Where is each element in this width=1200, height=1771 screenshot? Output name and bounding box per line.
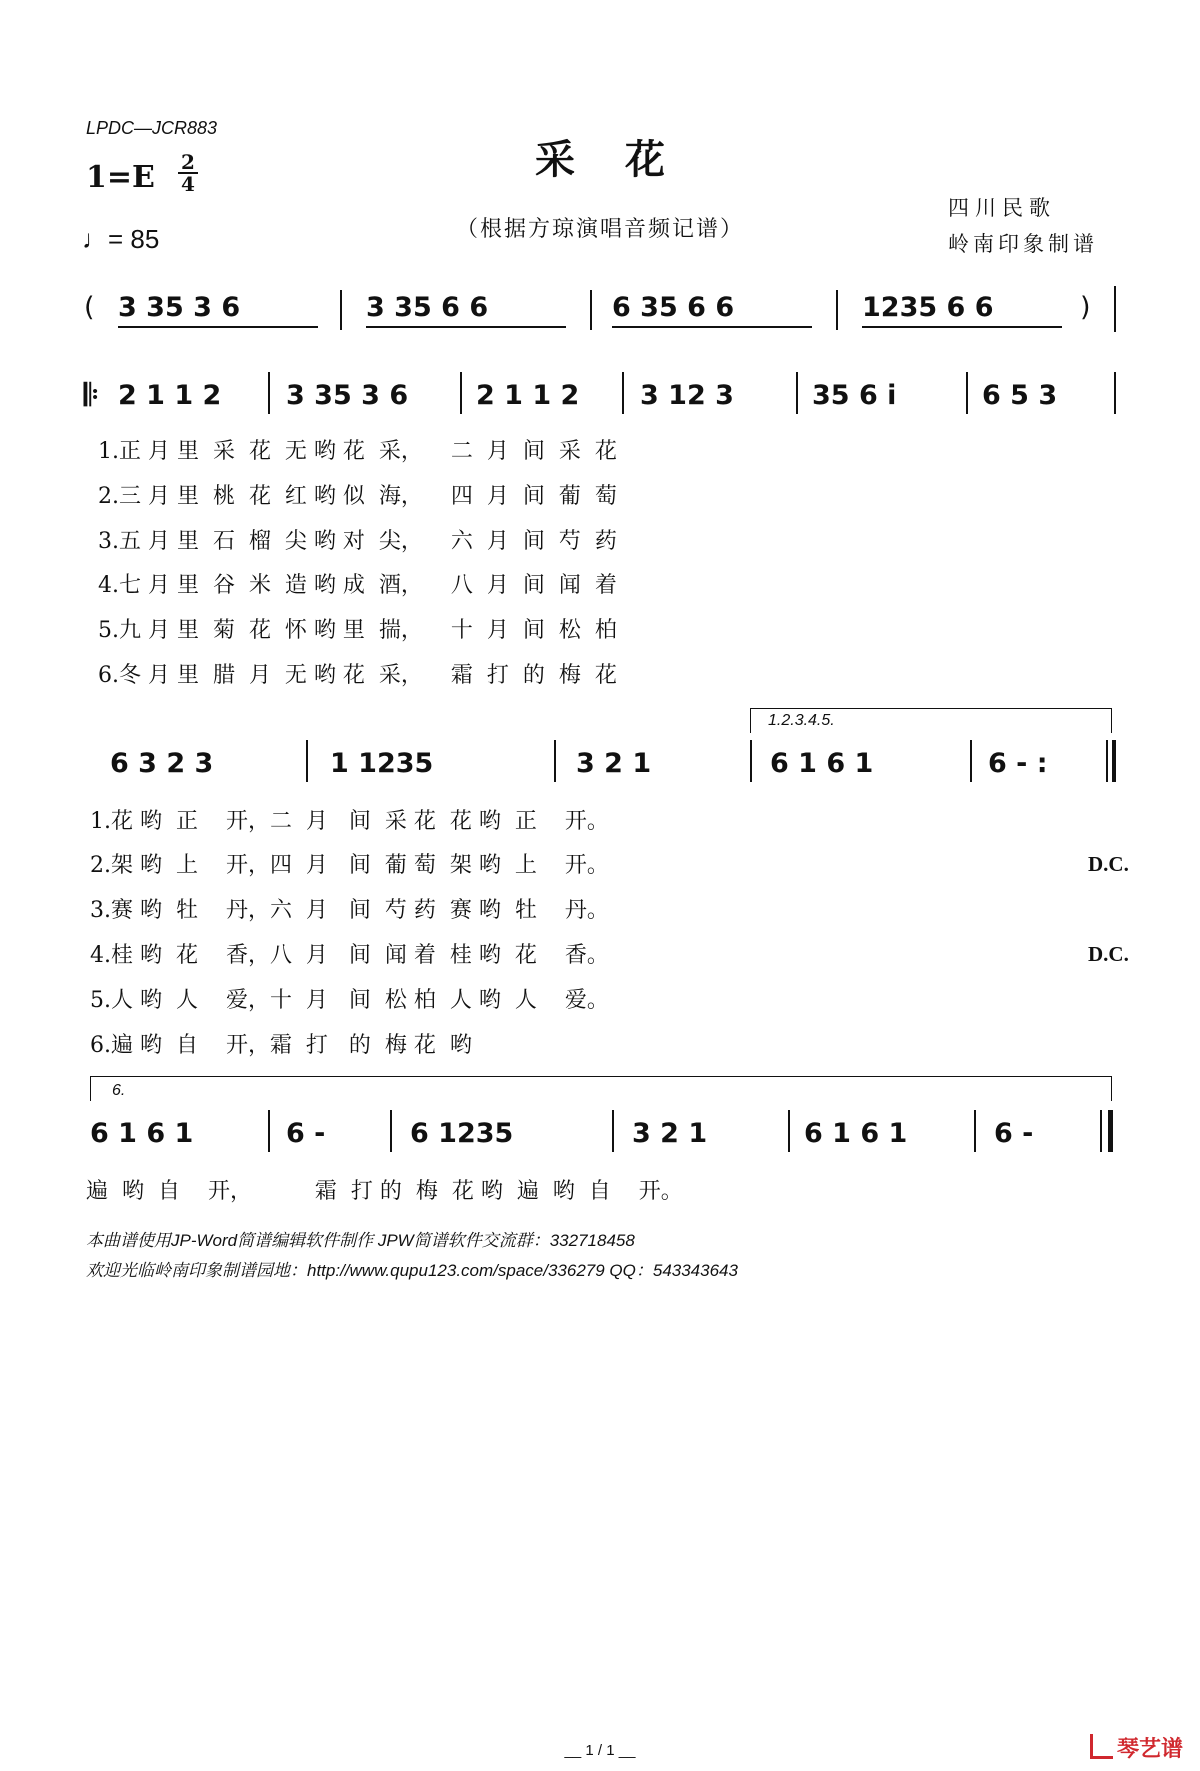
row4-bar-1: 6 1 6 1	[90, 1118, 194, 1149]
row4-bar-3: 6 1235	[410, 1118, 514, 1149]
row2-bar-5: 35 6 i	[812, 380, 897, 411]
intro-bar-2: 3 35 6 6	[366, 292, 489, 323]
row2-lyric-1: 1.正 月 里 采 花 无 哟 花 采， 二 月 间 采 花	[98, 439, 617, 464]
intro-open-paren: (	[84, 292, 95, 323]
row2-lyric-2: 2.三 月 里 桃 花 红 哟 似 海， 四 月 间 葡 萄	[98, 484, 617, 509]
site-logo	[1090, 1732, 1183, 1763]
row3-lyric-4: 4.桂 哟 花 香，八 月 间 闻 着 桂 哟 花 香。	[90, 943, 609, 968]
row2-bar-1: 2 1 1 2	[118, 380, 222, 411]
row2-bar-6: 6 5 3	[982, 380, 1058, 411]
volta-6-label: 6.	[112, 1082, 126, 1099]
volta-1-5-label: 1.2.3.4.5.	[768, 712, 835, 729]
row3-lyric-5: 5.人 哟 人 爱，十 月 间 松 柏 人 哟 人 爱。	[90, 988, 609, 1013]
song-origin: 四川民歌	[948, 196, 1056, 220]
row4-bar-5: 6 1 6 1	[804, 1118, 908, 1149]
intro-bar-1: 3 35 3 6	[118, 292, 241, 323]
row3-lyric-6: 6.遍 哟 自 开，霜 打 的 梅 花 哟	[90, 1033, 472, 1058]
row4-bar-4: 3 2 1	[632, 1118, 708, 1149]
footer-line-2: 欢迎光临岭南印象制谱园地：http://www.qupu123.com/space/336279 QQ：543343643	[86, 1261, 738, 1280]
page-number: __ 1 / 1 __	[564, 1742, 636, 1759]
song-title: 采花	[535, 136, 715, 183]
row2-lyric-4: 4.七 月 里 谷 米 造 哟 成 酒， 八 月 间 闻 着	[98, 573, 617, 598]
logo-icon	[1090, 1734, 1113, 1759]
row3-bar-3: 3 2 1	[576, 748, 652, 779]
site-logo-text: 琴艺谱	[1117, 1737, 1184, 1762]
dc-marking-2: D.C.	[1088, 852, 1129, 876]
intro-bar-3: 6 35 6 6	[612, 292, 735, 323]
repeat-start: 𝄆	[84, 378, 99, 413]
intro-bar-4: 1235 6 6	[862, 292, 994, 323]
intro-close-paren: )	[1080, 292, 1091, 323]
row2-lyric-3: 3.五 月 里 石 榴 尖 哟 对 尖， 六 月 间 芍 药	[98, 529, 617, 554]
row3-lyric-1: 1.花 哟 正 开，二 月 间 采 花 花 哟 正 开。	[90, 809, 609, 834]
key-signature: 1=E	[86, 160, 155, 195]
row3-bar-4: 6 1 6 1	[770, 748, 874, 779]
dc-marking-4: D.C.	[1088, 942, 1129, 966]
row4-bar-6: 6 -	[994, 1118, 1034, 1149]
volta-6	[90, 1076, 1112, 1101]
score-code: LPDC—JCR883	[86, 118, 218, 138]
row2-lyric-6: 6.冬 月 里 腊 月 无 哟 花 采， 霜 打 的 梅 花	[98, 663, 617, 688]
time-signature-top: 2	[181, 150, 195, 174]
row2-bar-4: 3 12 3	[640, 380, 734, 411]
row3-bar-5: 6 - :	[988, 748, 1048, 779]
row2-bar-2: 3 35 3 6	[286, 380, 409, 411]
row3-bar-2: 1 1235	[330, 748, 434, 779]
row3-lyric-3: 3.赛 哟 牡 丹，六 月 间 芍 药 赛 哟 牡 丹。	[90, 898, 609, 923]
row3-lyric-2: 2.架 哟 上 开，四 月 间 葡 萄 架 哟 上 开。	[90, 853, 609, 878]
time-signature-bottom: 4	[181, 172, 195, 196]
row4-lyric: 遍 哟 自 开， 霜 打 的 梅 花 哟 遍 哟 自 开。	[86, 1179, 683, 1204]
score-arranger: 岭南印象制谱	[948, 232, 1098, 256]
footer-line-1: 本曲谱使用JP-Word简谱编辑软件制作 JPW简谱软件交流群：332718458	[86, 1231, 635, 1250]
row4-bar-2: 6 -	[286, 1118, 326, 1149]
row2-bar-3: 2 1 1 2	[476, 380, 580, 411]
row2-lyric-5: 5.九 月 里 菊 花 怀 哟 里 揣， 十 月 间 松 柏	[98, 618, 617, 643]
tempo-marking: ♩= 85	[82, 224, 160, 254]
song-subtitle: （根据方琼演唱音频记谱）	[455, 217, 744, 242]
row3-bar-1: 6 3 2 3	[110, 748, 214, 779]
